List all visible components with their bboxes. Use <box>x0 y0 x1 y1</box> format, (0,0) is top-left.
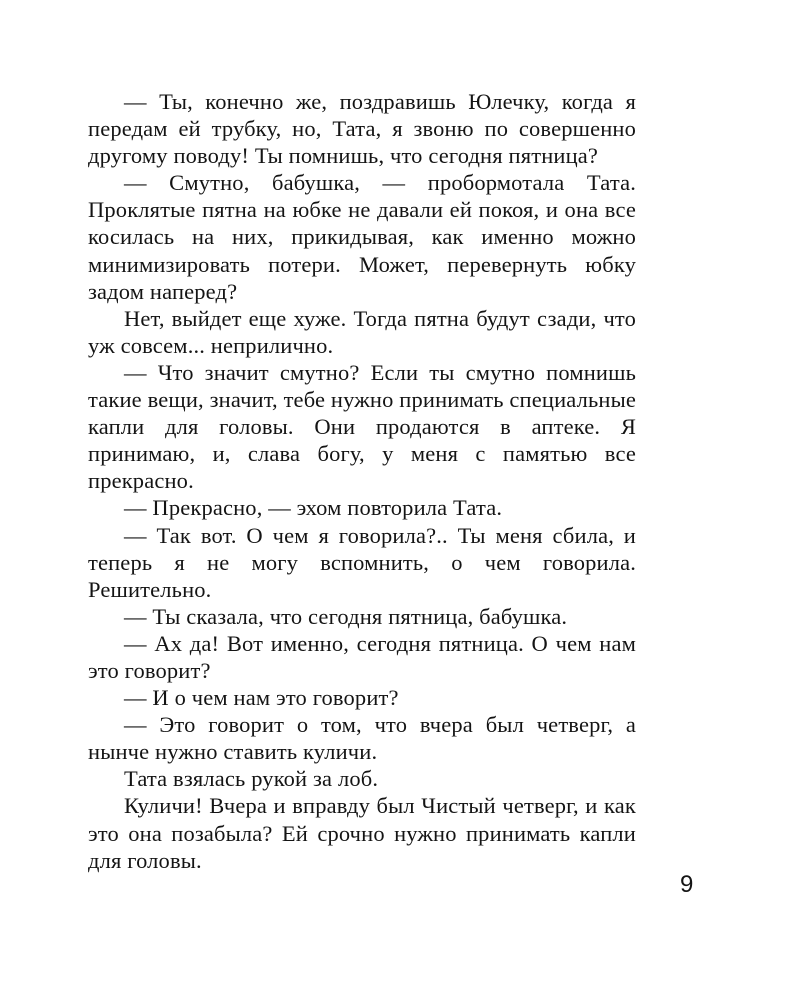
paragraph: Куличи! Вчера и вправду был Чистый четверг, и как это она позабыла? Ей срочно нужно принимать капли для головы. <box>88 793 636 873</box>
body-text <box>88 88 636 874</box>
paragraph: — Это говорит о том, что вчера был четверг, а нынче нужно ставить куличи. <box>88 712 636 765</box>
paragraph: — Ах да! Вот именно, сегодня пятница. О чем нам это говорит? <box>88 630 636 683</box>
paragraph: — Ты, конечно же, поздравишь Юлечку, когда я передам ей трубку, но, Тата, я звоню по совершенно другому поводу! Ты помнишь, что сегодня пятница? <box>88 89 636 169</box>
paragraph: — Прекрасно, — эхом повторила Тата. <box>124 495 503 521</box>
paragraph: — Так вот. О чем я говорила?.. Ты меня сбила, и теперь я не могу вспомнить, о чем говорила. Решительно. <box>88 522 636 602</box>
paragraph: Тата взялась рукой за лоб. <box>124 766 379 792</box>
paragraph: — И о чем нам это говорит? <box>124 685 399 711</box>
paragraph: Нет, выйдет еще хуже. Тогда пятна будут сзади, что уж совсем... неприлично. <box>88 305 636 358</box>
paragraph: — Ты сказала, что сегодня пятница, бабушка. <box>124 603 568 629</box>
paragraph: — Смутно, бабушка, — пробормотала Тата. Проклятые пятна на юбке не давали ей покоя, и она все косилась на них, прикидывая, как именно можно минимизировать потери. Может, перевернуть юбку задом наперед? <box>88 170 636 304</box>
paragraph: — Что значит смутно? Если ты смутно помнишь такие вещи, значит, тебе нужно принимать специальные капли для головы. Они продаются в аптеке. Я принимаю, и, слава богу, у меня с памятью все прекрасно. <box>88 359 636 494</box>
page-number: 9 <box>680 871 694 898</box>
